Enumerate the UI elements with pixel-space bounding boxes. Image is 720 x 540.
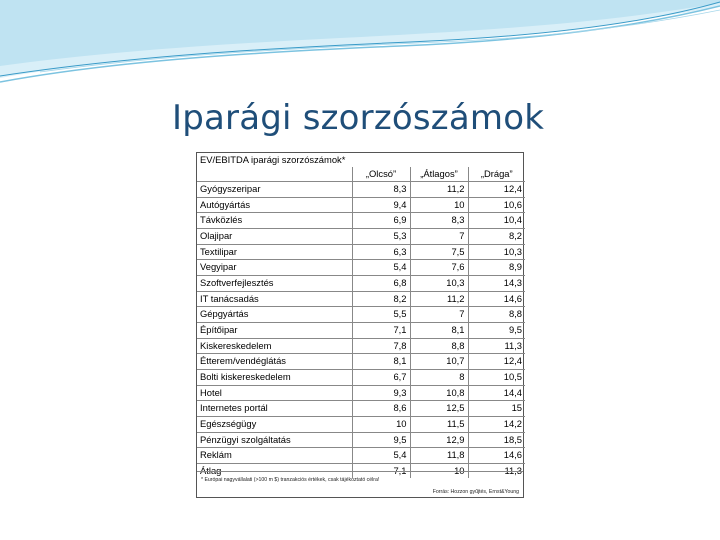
table-row [197,401,525,417]
table-row [197,291,525,307]
cell-expensive: 11,3 [468,338,525,354]
cell-expensive: 14,3 [468,275,525,291]
cell-average: 11,8 [410,448,468,464]
table-row [197,182,525,198]
table-row [197,416,525,432]
cell-average: 8,8 [410,338,468,354]
cell-average: 8 [410,369,468,385]
row-label: Olajipar [197,228,352,244]
cell-average: 7 [410,228,468,244]
cell-cheap: 6,7 [352,369,410,385]
table-caption-row [197,153,525,167]
row-label: IT tanácsadás [197,291,352,307]
cell-cheap: 9,3 [352,385,410,401]
row-label: Autógyártás [197,197,352,213]
cell-cheap: 8,1 [352,354,410,370]
cell-cheap: 9,4 [352,197,410,213]
cell-average: 10 [410,463,468,478]
table-row [197,275,525,291]
multiples-table [196,152,524,498]
cell-average: 10 [410,197,468,213]
row-label: Hotel [197,385,352,401]
table-row [197,322,525,338]
table-row [197,260,525,276]
table-row [197,307,525,323]
cell-average: 12,9 [410,432,468,448]
row-label: Étterem/vendéglátás [197,354,352,370]
header-empty-cell [197,167,352,182]
row-label: Gyógyszeripar [197,182,352,198]
table-row [197,213,525,229]
footnote-divider [197,471,523,472]
table-row [197,385,525,401]
row-label: Vegyipar [197,260,352,276]
table-row [197,448,525,464]
cell-cheap: 5,5 [352,307,410,323]
cell-cheap: 6,9 [352,213,410,229]
cell-cheap: 7,1 [352,322,410,338]
row-label: Reklám [197,448,352,464]
cell-expensive: 8,8 [468,307,525,323]
table-row [197,354,525,370]
cell-expensive: 14,2 [468,416,525,432]
cell-average: 11,2 [410,291,468,307]
row-label: Pénzügyi szolgáltatás [197,432,352,448]
row-label: Szoftverfejlesztés [197,275,352,291]
table-footnote: * Európai nagyvállalati (>100 m $) tranzakciós értékek, csak tájékoztató célra! [201,477,380,483]
cell-average: 7,5 [410,244,468,260]
cell-expensive: 12,4 [468,354,525,370]
cell-average: 10,8 [410,385,468,401]
cell-expensive: 12,4 [468,182,525,198]
cell-cheap: 5,3 [352,228,410,244]
cell-cheap: 5,4 [352,448,410,464]
cell-expensive: 10,4 [468,213,525,229]
cell-cheap: 7,8 [352,338,410,354]
cell-cheap: 8,6 [352,401,410,417]
cell-average: 8,1 [410,322,468,338]
cell-cheap: 9,5 [352,432,410,448]
cell-expensive: 10,3 [468,244,525,260]
cell-average: 8,3 [410,213,468,229]
cell-average: 10,7 [410,354,468,370]
cell-cheap: 8,2 [352,291,410,307]
table-source: Forrás: Hozzon gyűjtés, Ernst&Young [432,489,519,495]
row-label: Építőipar [197,322,352,338]
table-header-row [197,167,525,182]
cell-expensive: 9,5 [468,322,525,338]
cell-expensive: 18,5 [468,432,525,448]
table-row [197,197,525,213]
cell-expensive: 14,6 [468,448,525,464]
table-row [197,432,525,448]
cell-expensive: 8,9 [468,260,525,276]
cell-expensive: 15 [468,401,525,417]
cell-expensive: 11,3 [468,463,525,478]
cell-average: 7,6 [410,260,468,276]
row-label: Egészségügy [197,416,352,432]
table-row [197,244,525,260]
cell-cheap: 6,3 [352,244,410,260]
row-label: Átlag [197,463,352,478]
cell-expensive: 10,6 [468,197,525,213]
cell-average: 11,5 [410,416,468,432]
cell-average: 10,3 [410,275,468,291]
cell-cheap: 5,4 [352,260,410,276]
slide-title: Iparági szorzószámok [172,98,545,138]
table-row [197,228,525,244]
table-caption: EV/EBITDA iparági szorzószámok* [200,154,346,165]
row-label: Távközlés [197,213,352,229]
cell-average: 12,5 [410,401,468,417]
cell-expensive: 14,4 [468,385,525,401]
header-expensive: „Drága” [468,167,525,182]
table-row [197,369,525,385]
cell-cheap: 7,1 [352,463,410,478]
cell-cheap: 6,8 [352,275,410,291]
row-label: Gépgyártás [197,307,352,323]
cell-expensive: 8,2 [468,228,525,244]
cell-expensive: 14,6 [468,291,525,307]
cell-cheap: 10 [352,416,410,432]
header-wave-decoration [0,0,720,90]
row-label: Textilipar [197,244,352,260]
row-label: Kiskereskedelem [197,338,352,354]
cell-cheap: 8,3 [352,182,410,198]
cell-average: 11,2 [410,182,468,198]
header-cheap: „Olcsó” [352,167,410,182]
row-label: Bolti kiskereskedelem [197,369,352,385]
cell-expensive: 10,5 [468,369,525,385]
cell-average: 7 [410,307,468,323]
table-row [197,338,525,354]
multiples-table-grid [197,153,525,478]
row-label: Internetes portál [197,401,352,417]
header-average: „Átlagos” [410,167,468,182]
